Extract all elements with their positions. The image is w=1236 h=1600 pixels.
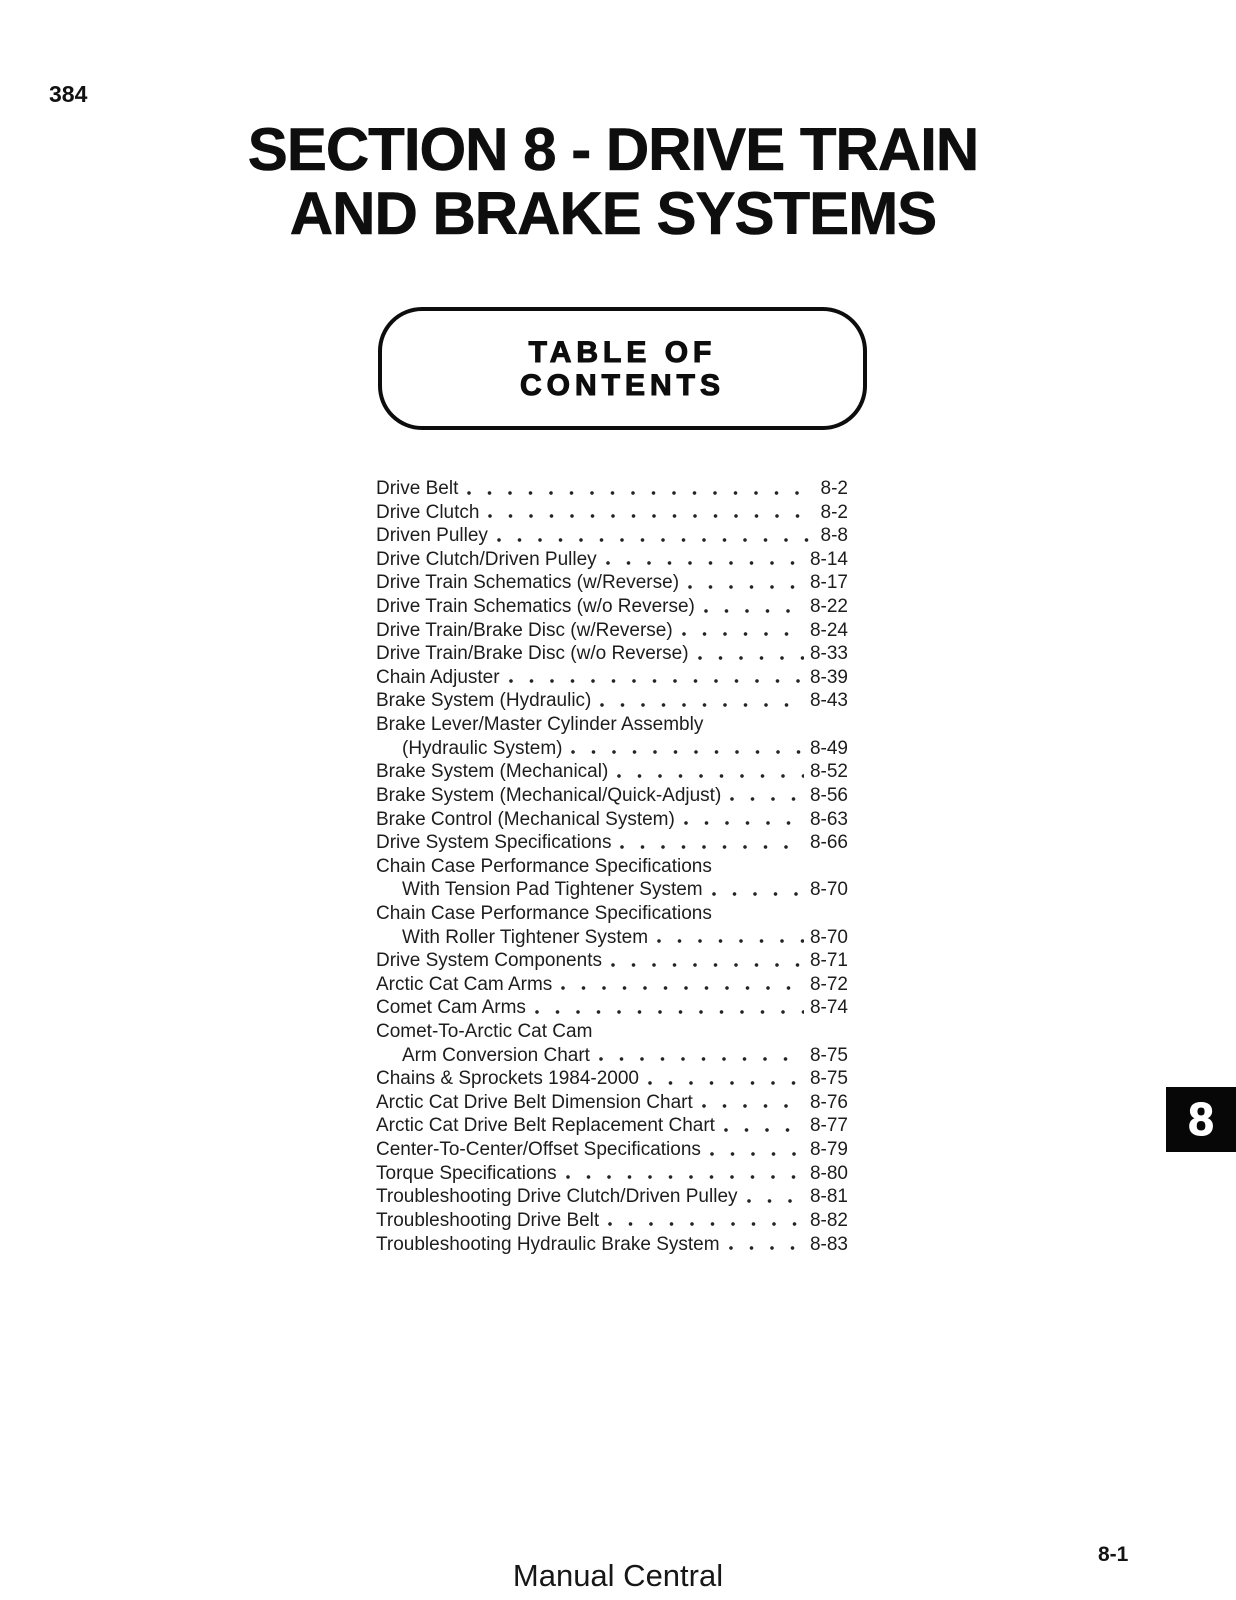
toc-entry-label: Brake System (Mechanical/Quick-Adjust) (376, 784, 722, 806)
toc-dot-leader (467, 477, 814, 501)
toc-dot-leader (599, 1044, 804, 1068)
toc-entry-label: Troubleshooting Drive Clutch/Driven Pulley (376, 1186, 738, 1208)
toc-entry-page: 8-79 (809, 1139, 848, 1161)
toc-row (376, 973, 848, 997)
toc-row (376, 1138, 848, 1162)
toc-entry-label: Driven Pulley (376, 525, 488, 547)
toc-row (376, 949, 848, 973)
toc-entry-page: 8-17 (809, 572, 848, 594)
toc-row (376, 1233, 848, 1257)
toc-entry-label: Troubleshooting Drive Belt (376, 1209, 600, 1231)
section-tab-number: 8 (1188, 1093, 1214, 1145)
toc-dot-leader (684, 808, 804, 832)
toc-row (376, 1020, 848, 1044)
toc-entry-page: 8-71 (809, 950, 848, 972)
toc-entry-page: 8-63 (809, 808, 848, 830)
toc-entry-label: Chain Case Performance Specifications (376, 902, 712, 924)
toc-row (376, 477, 848, 501)
toc-dot-leader (600, 689, 804, 713)
toc-row (376, 1091, 848, 1115)
toc-row (376, 524, 848, 548)
toc-dot-leader (747, 1185, 804, 1209)
toc-row (376, 878, 848, 902)
toc-dot-leader (620, 831, 804, 855)
toc-entry-page: 8-80 (809, 1162, 848, 1184)
toc-entry-label: Arctic Cat Drive Belt Dimension Chart (376, 1091, 693, 1113)
toc-dot-leader (710, 1138, 804, 1162)
toc-dot-leader (704, 595, 804, 619)
toc-entry-label: Drive Train/Brake Disc (w/o Reverse) (376, 643, 689, 665)
toc-entry-page: 8-14 (809, 548, 848, 570)
toc-row (376, 831, 848, 855)
toc-dot-leader (698, 642, 804, 666)
toc-dot-leader (648, 1067, 804, 1091)
toc-entry-page: 8-8 (820, 525, 848, 547)
section-title (0, 118, 1226, 246)
toc-dot-leader (488, 501, 814, 525)
toc-dot-leader (730, 784, 804, 808)
toc-entry-page: 8-43 (809, 690, 848, 712)
toc-dot-leader (571, 737, 803, 761)
toc-entry-page: 8-70 (809, 879, 848, 901)
toc-row (376, 642, 848, 666)
toc-entry-label: With Roller Tightener System (402, 926, 649, 948)
toc-entry-label: Chains & Sprockets 1984-2000 (376, 1068, 639, 1090)
toc-entry-page: 8-76 (809, 1091, 848, 1113)
toc-dot-leader (688, 571, 804, 595)
toc-row (376, 571, 848, 595)
toc-entry-page: 8-33 (809, 643, 848, 665)
toc-row (376, 737, 848, 761)
toc-entry-page: 8-2 (820, 501, 848, 523)
toc-row (376, 1067, 848, 1091)
toc-dot-leader (617, 760, 804, 784)
section-tab-marker (1166, 1087, 1236, 1152)
toc-entry-label: Torque Specifications (376, 1162, 557, 1184)
toc-row (376, 1114, 848, 1138)
toc-entry-label: Brake Lever/Master Cylinder Assembly (376, 714, 704, 736)
toc-entry-label: Troubleshooting Hydraulic Brake System (376, 1233, 720, 1255)
toc-entry-label: Comet-To-Arctic Cat Cam (376, 1021, 593, 1043)
toc-entry-label: Center-To-Center/Offset Specifications (376, 1139, 701, 1161)
toc-entry-page: 8-2 (820, 478, 848, 499)
toc-row (376, 1209, 848, 1233)
toc-heading-line2: CONTENTS (520, 368, 725, 402)
toc-row (376, 619, 848, 643)
toc-dot-leader (712, 878, 804, 902)
footer-brand: Manual Central (512, 1558, 724, 1593)
toc-dot-leader (535, 996, 804, 1020)
toc-row (376, 996, 848, 1020)
toc-entry-page: 8-56 (809, 784, 848, 806)
toc-entry-page: 8-22 (809, 596, 848, 618)
toc-entry-page: 8-72 (809, 973, 848, 995)
toc-row (376, 1044, 848, 1068)
toc-entry-page: 8-49 (809, 737, 848, 759)
toc-row (376, 808, 848, 832)
toc-row (376, 548, 848, 572)
toc-entry-label: Drive Train Schematics (w/Reverse) (376, 572, 680, 594)
toc-dot-leader (561, 973, 804, 997)
toc-list (376, 477, 848, 1256)
toc-entry-label: With Tension Pad Tightener System (402, 879, 703, 901)
section-title-line2: AND BRAKE SYSTEMS (289, 180, 937, 247)
toc-entry-label: Arctic Cat Cam Arms (376, 973, 553, 995)
toc-dot-leader (729, 1233, 804, 1257)
toc-entry-label: Arm Conversion Chart (402, 1044, 590, 1066)
toc-row (376, 689, 848, 713)
toc-entry-page: 8-24 (809, 619, 848, 641)
toc-entry-page: 8-83 (809, 1233, 848, 1255)
toc-row (376, 760, 848, 784)
toc-entry-page: 8-74 (809, 997, 848, 1019)
toc-entry-label: Drive Belt (376, 478, 459, 499)
toc-entry-label: Brake System (Mechanical) (376, 761, 609, 783)
toc-entry-label: Drive System Specifications (376, 832, 612, 854)
toc-dot-leader (724, 1114, 804, 1138)
toc-row (376, 784, 848, 808)
toc-dot-leader (606, 548, 804, 572)
toc-row (376, 713, 848, 737)
toc-entry-label: Chain Case Performance Specifications (376, 855, 712, 877)
toc-entry-label: Drive Clutch/Driven Pulley (376, 548, 597, 570)
toc-entry-label: Drive System Components (376, 950, 602, 972)
toc-entry-page: 8-52 (809, 761, 848, 783)
toc-dot-leader (608, 1209, 804, 1233)
toc-entry-page: 8-82 (809, 1209, 848, 1231)
toc-entry-page: 8-77 (809, 1115, 848, 1137)
toc-entry-label: Brake Control (Mechanical System) (376, 808, 675, 830)
toc-dot-leader (509, 666, 804, 690)
toc-dot-leader (682, 619, 804, 643)
toc-entry-page: 8-39 (809, 666, 848, 688)
toc-row (376, 855, 848, 879)
toc-dot-leader (566, 1162, 804, 1186)
toc-dot-leader (497, 524, 815, 548)
toc-row (376, 1185, 848, 1209)
scan-page-number: 384 (49, 81, 88, 107)
toc-row (376, 926, 848, 950)
toc-entry-label: Arctic Cat Drive Belt Replacement Chart (376, 1115, 715, 1137)
footer-page-number: 8-1 (1098, 1543, 1129, 1566)
toc-entry-label: Chain Adjuster (376, 666, 500, 688)
toc-entry-page: 8-75 (809, 1068, 848, 1090)
toc-row (376, 501, 848, 525)
toc-entry-page: 8-81 (809, 1186, 848, 1208)
toc-dot-leader (611, 949, 804, 973)
toc-row (376, 902, 848, 926)
toc-heading-box (378, 307, 867, 430)
toc-entry-label: Brake System (Hydraulic) (376, 690, 592, 712)
toc-entry-label: Drive Train/Brake Disc (w/Reverse) (376, 619, 673, 641)
toc-entry-page: 8-70 (809, 926, 848, 948)
toc-entry-label: Comet Cam Arms (376, 997, 526, 1019)
toc-dot-leader (657, 926, 804, 950)
toc-heading-line1: TABLE OF (528, 335, 717, 369)
toc-entry-page: 8-66 (809, 832, 848, 854)
section-title-line1: SECTION 8 - DRIVE TRAIN (247, 116, 979, 183)
toc-entry-label: Drive Train Schematics (w/o Reverse) (376, 596, 695, 618)
toc-entry-label: (Hydraulic System) (402, 737, 563, 759)
toc-row (376, 595, 848, 619)
toc-row (376, 666, 848, 690)
toc-row (376, 1162, 848, 1186)
toc-dot-leader (702, 1091, 804, 1115)
toc-entry-label: Drive Clutch (376, 501, 480, 523)
toc-entry-page: 8-75 (809, 1044, 848, 1066)
